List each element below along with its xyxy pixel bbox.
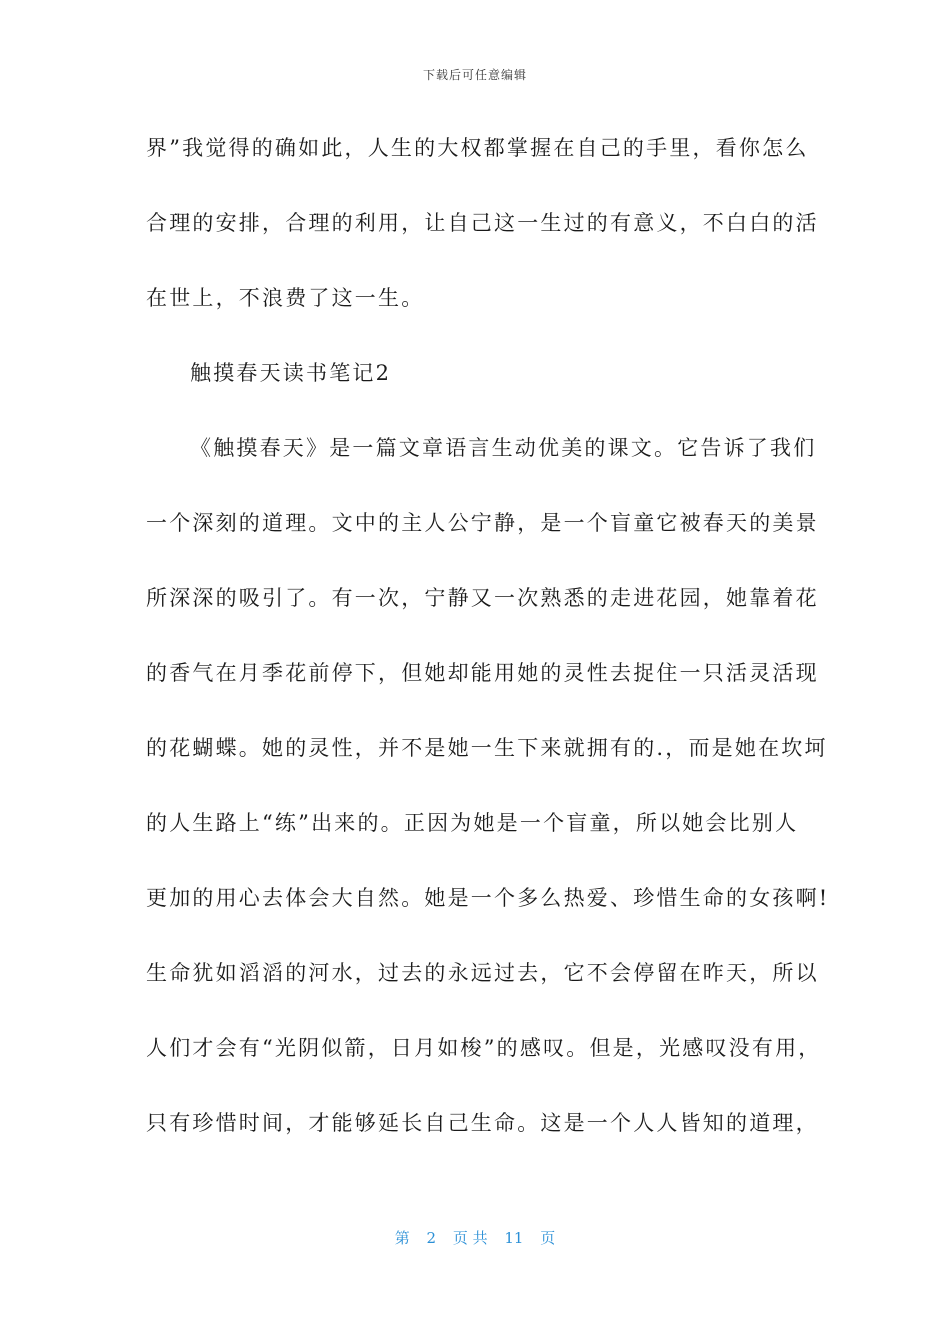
text-line: 只有珍惜时间，才能够延长自己生命。这是一个人人皆知的道理，: [146, 1111, 819, 1135]
section-title: 触摸春天读书笔记2: [190, 361, 392, 385]
text-line: 更加的用心去体会大自然。她是一个多么热爱、珍惜生命的女孩啊!: [146, 886, 830, 910]
text-line: 《触摸春天》是一篇文章语言生动优美的课文。它告诉了我们: [190, 436, 817, 460]
current-page-number: 2: [426, 1229, 437, 1247]
total-pages-number: 11: [504, 1229, 524, 1247]
footer-label-pages: 页: [540, 1229, 556, 1247]
footer-label-of: 页 共: [452, 1229, 488, 1247]
text-line: 的人生路上“练”出来的。正因为她是一个盲童，所以她会比别人: [146, 811, 799, 835]
page-header: 下载后可任意编辑: [422, 68, 527, 82]
text-line: 的香气在月季花前停下，但她却能用她的灵性去捉住一只活灵活现: [146, 661, 819, 685]
text-line: 生命犹如滔滔的河水，过去的永远过去，它不会停留在昨天，所以: [146, 961, 819, 985]
text-line: 界”我觉得的确如此，人生的大权都掌握在自己的手里，看你怎么: [146, 136, 809, 160]
text-line: 一个深刻的道理。文中的主人公宁静，是一个盲童它被春天的美景: [146, 511, 819, 535]
document-body: [146, 124, 830, 1174]
footer-label-page: 第: [394, 1229, 410, 1247]
page-footer: [0, 1227, 950, 1248]
text-line: 所深深的吸引了。有一次，宁静又一次熟悉的走进花园，她靠着花: [146, 586, 819, 610]
text-line: 人们才会有“光阴似箭，日月如梭”的感叹。但是，光感叹没有用，: [146, 1036, 822, 1060]
text-line: 在世上，不浪费了这一生。: [146, 286, 425, 310]
text-line: 的花蝴蝶。她的灵性，并不是她一生下来就拥有的.，而是她在坎坷: [146, 736, 828, 760]
text-line: 合理的安排，合理的利用，让自己这一生过的有意义，不白白的活: [146, 211, 819, 235]
